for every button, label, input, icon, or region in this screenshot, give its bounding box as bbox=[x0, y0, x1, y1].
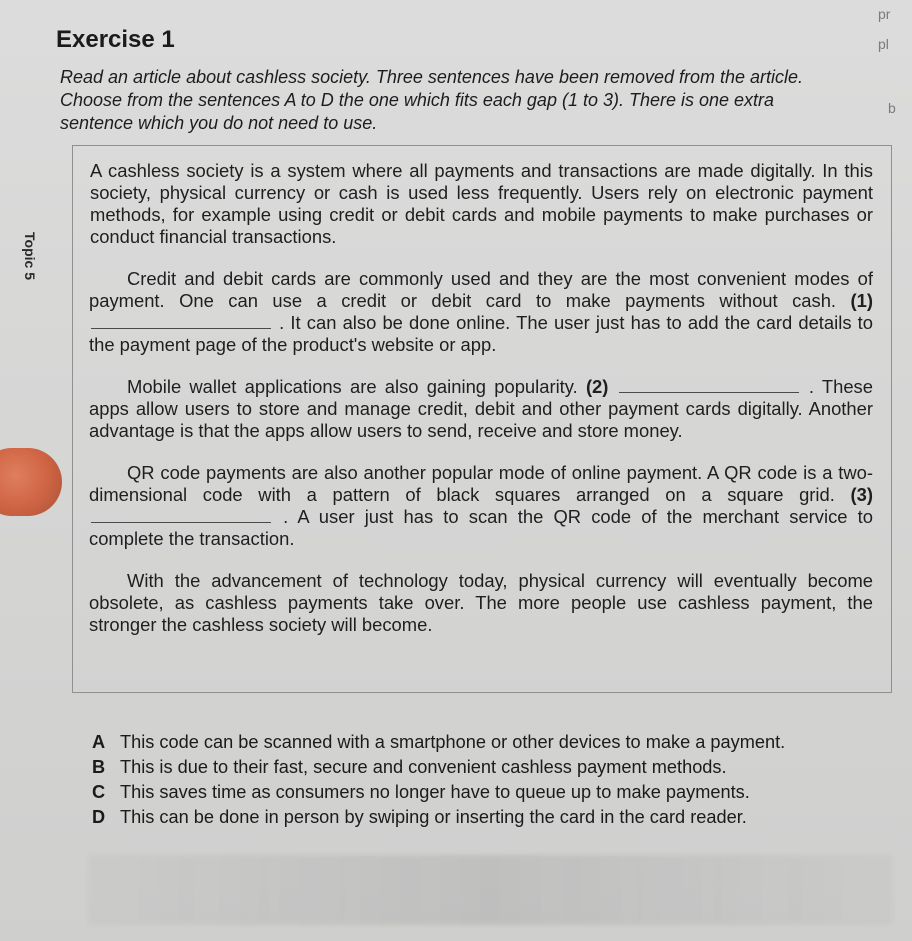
instructions-line-2: Choose from the sentences A to D the one which fits each gap (1 to 3). There is one extra bbox=[60, 90, 775, 110]
margin-note-right-side: b bbox=[888, 100, 896, 116]
option-a-letter: A bbox=[92, 732, 106, 752]
instructions-line-3: sentence which you do not need to use. bbox=[60, 113, 378, 133]
margin-note-top-right-1: pr bbox=[878, 6, 891, 22]
option-d[interactable] bbox=[92, 805, 882, 829]
gap-2-blank[interactable] bbox=[619, 391, 799, 393]
article-paragraph-2-after: . It can also be done online. The user just has to add the card details to the payment page of the product's website or app. bbox=[89, 312, 873, 355]
article-paragraph-3-before: Mobile wallet applications are also gaining popularity. bbox=[127, 376, 578, 397]
instructions-line-1: Read an article about cashless society. Three sentences have been removed from the article. bbox=[60, 67, 804, 87]
topic-tab bbox=[18, 222, 42, 290]
option-d-text: This can be done in person by swiping or inserting the card in the card reader. bbox=[120, 807, 747, 827]
gap-3-label: (3) bbox=[850, 484, 873, 505]
gap-1-label: (1) bbox=[850, 290, 873, 311]
option-c-text: This saves time as consumers no longer have to queue up to make payments. bbox=[120, 782, 750, 802]
topic-label: Topic 5 bbox=[22, 232, 38, 280]
article-box bbox=[72, 145, 892, 693]
option-a[interactable] bbox=[92, 730, 882, 754]
option-b-text: This is due to their fast, secure and convenient cashless payment methods. bbox=[120, 757, 727, 777]
article-paragraph-2 bbox=[89, 268, 873, 356]
option-c-letter: C bbox=[92, 782, 106, 802]
gap-3-blank[interactable] bbox=[91, 521, 271, 523]
article-paragraph-4-after: . A user just has to scan the QR code of the merchant service to complete the transaction. bbox=[89, 506, 873, 549]
option-d-letter: D bbox=[92, 807, 106, 827]
gap-2-label: (2) bbox=[585, 376, 609, 397]
article-paragraph-3-after: . These apps allow users to store and manage credit, debit and other payment cards digitally. Another advantage is that the apps allow users to send, receive and store money. bbox=[89, 376, 873, 441]
answer-options bbox=[92, 730, 882, 830]
gap-1-blank[interactable] bbox=[91, 327, 271, 329]
option-c[interactable] bbox=[92, 780, 882, 804]
article-paragraph-1: A cashless society is a system where all payments and transactions are made digitally. In this society, physical currency or cash is used less frequently. Users rely on electronic payment methods, for example using credit or debit cards and mobile payments to make purchases or conduct financial transactions. bbox=[90, 160, 873, 247]
exercise-title: Exercise 1 bbox=[56, 26, 175, 53]
article-paragraph-5: With the advancement of technology today, physical currency will eventually become obsolete, as cashless payments take over. The more people use cashless payment, the stronger the cashless society will become. bbox=[89, 570, 873, 635]
margin-note-top-right-2: pl bbox=[878, 36, 889, 52]
blurred-text-area bbox=[88, 855, 893, 925]
option-b-letter: B bbox=[92, 757, 106, 777]
article-paragraph-2-before: Credit and debit cards are commonly used and they are the most convenient modes of payment. One can use a credit or debit card to make payments without cash. bbox=[89, 268, 873, 311]
instructions bbox=[60, 66, 880, 135]
article-paragraph-4-before: QR code payments are also another popular mode of online payment. A QR code is a two-dimensional code with a pattern of black squares arranged on a square grid. bbox=[89, 462, 873, 505]
article-paragraph-4 bbox=[89, 462, 873, 550]
article-paragraph-3 bbox=[89, 376, 873, 442]
option-b[interactable] bbox=[92, 755, 882, 779]
option-a-text: This code can be scanned with a smartphone or other devices to make a payment. bbox=[120, 732, 786, 752]
finger-thumb bbox=[0, 448, 62, 516]
